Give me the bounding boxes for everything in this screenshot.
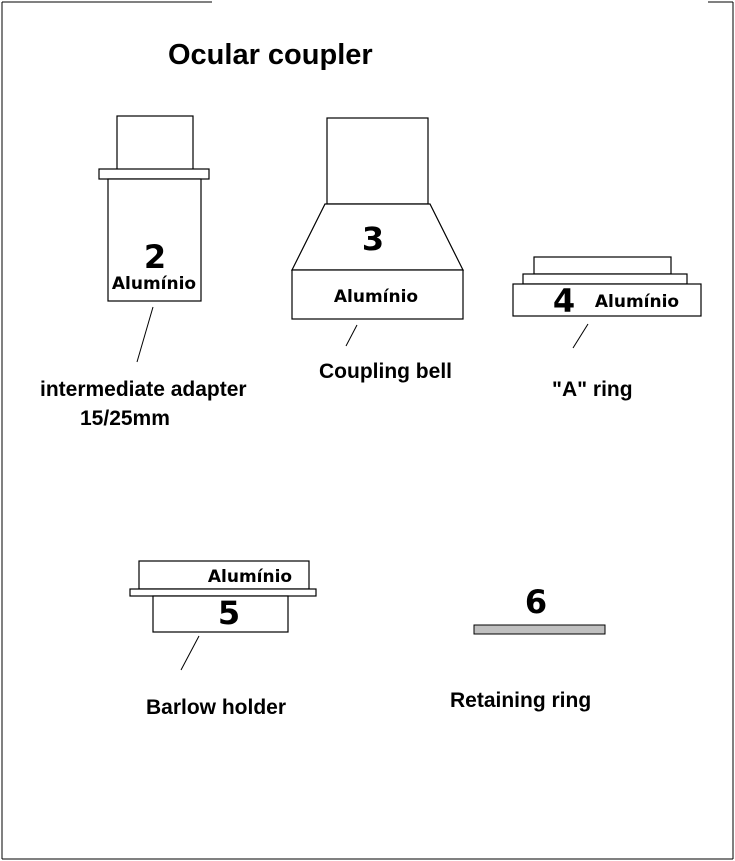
part-6-number: 6 xyxy=(524,583,548,621)
part-3-coupling-bell xyxy=(292,118,463,383)
part-2-leader-line xyxy=(137,307,153,362)
part-3-material: Alumínio xyxy=(333,287,419,307)
part-2-number: 2 xyxy=(143,238,167,276)
bell-top-tube xyxy=(327,118,428,204)
part-3-leader-line xyxy=(346,325,357,346)
part-5-number: 5 xyxy=(217,594,241,632)
a-ring-lip xyxy=(523,274,687,284)
part-2-material: Alumínio xyxy=(111,274,197,294)
part-4-number: 4 xyxy=(552,282,576,320)
adapter-flange xyxy=(99,169,209,179)
part-3-number: 3 xyxy=(361,220,385,258)
part-4-material: Alumínio xyxy=(594,292,680,312)
part-5-label: Barlow holder xyxy=(146,696,287,719)
part-5-material: Alumínio xyxy=(207,567,293,587)
part-6-retaining-ring xyxy=(450,583,605,712)
part-5-barlow-holder xyxy=(130,561,316,719)
diagram-title: Ocular coupler xyxy=(168,39,373,71)
part-6-label: Retaining ring xyxy=(450,689,592,712)
part-2-intermediate-adapter xyxy=(40,116,247,430)
part-4-a-ring xyxy=(513,257,701,401)
part-2-label-line2: 15/25mm xyxy=(80,407,170,430)
part-4-leader-line xyxy=(573,324,588,348)
a-ring-top xyxy=(534,257,671,274)
adapter-top-tube xyxy=(117,116,193,170)
part-5-leader-line xyxy=(181,636,199,670)
part-3-label: Coupling bell xyxy=(319,360,452,383)
part-2-label-line1: intermediate adapter xyxy=(40,378,247,401)
retaining-ring-bar xyxy=(474,625,605,634)
part-4-label: "A" ring xyxy=(552,378,633,401)
